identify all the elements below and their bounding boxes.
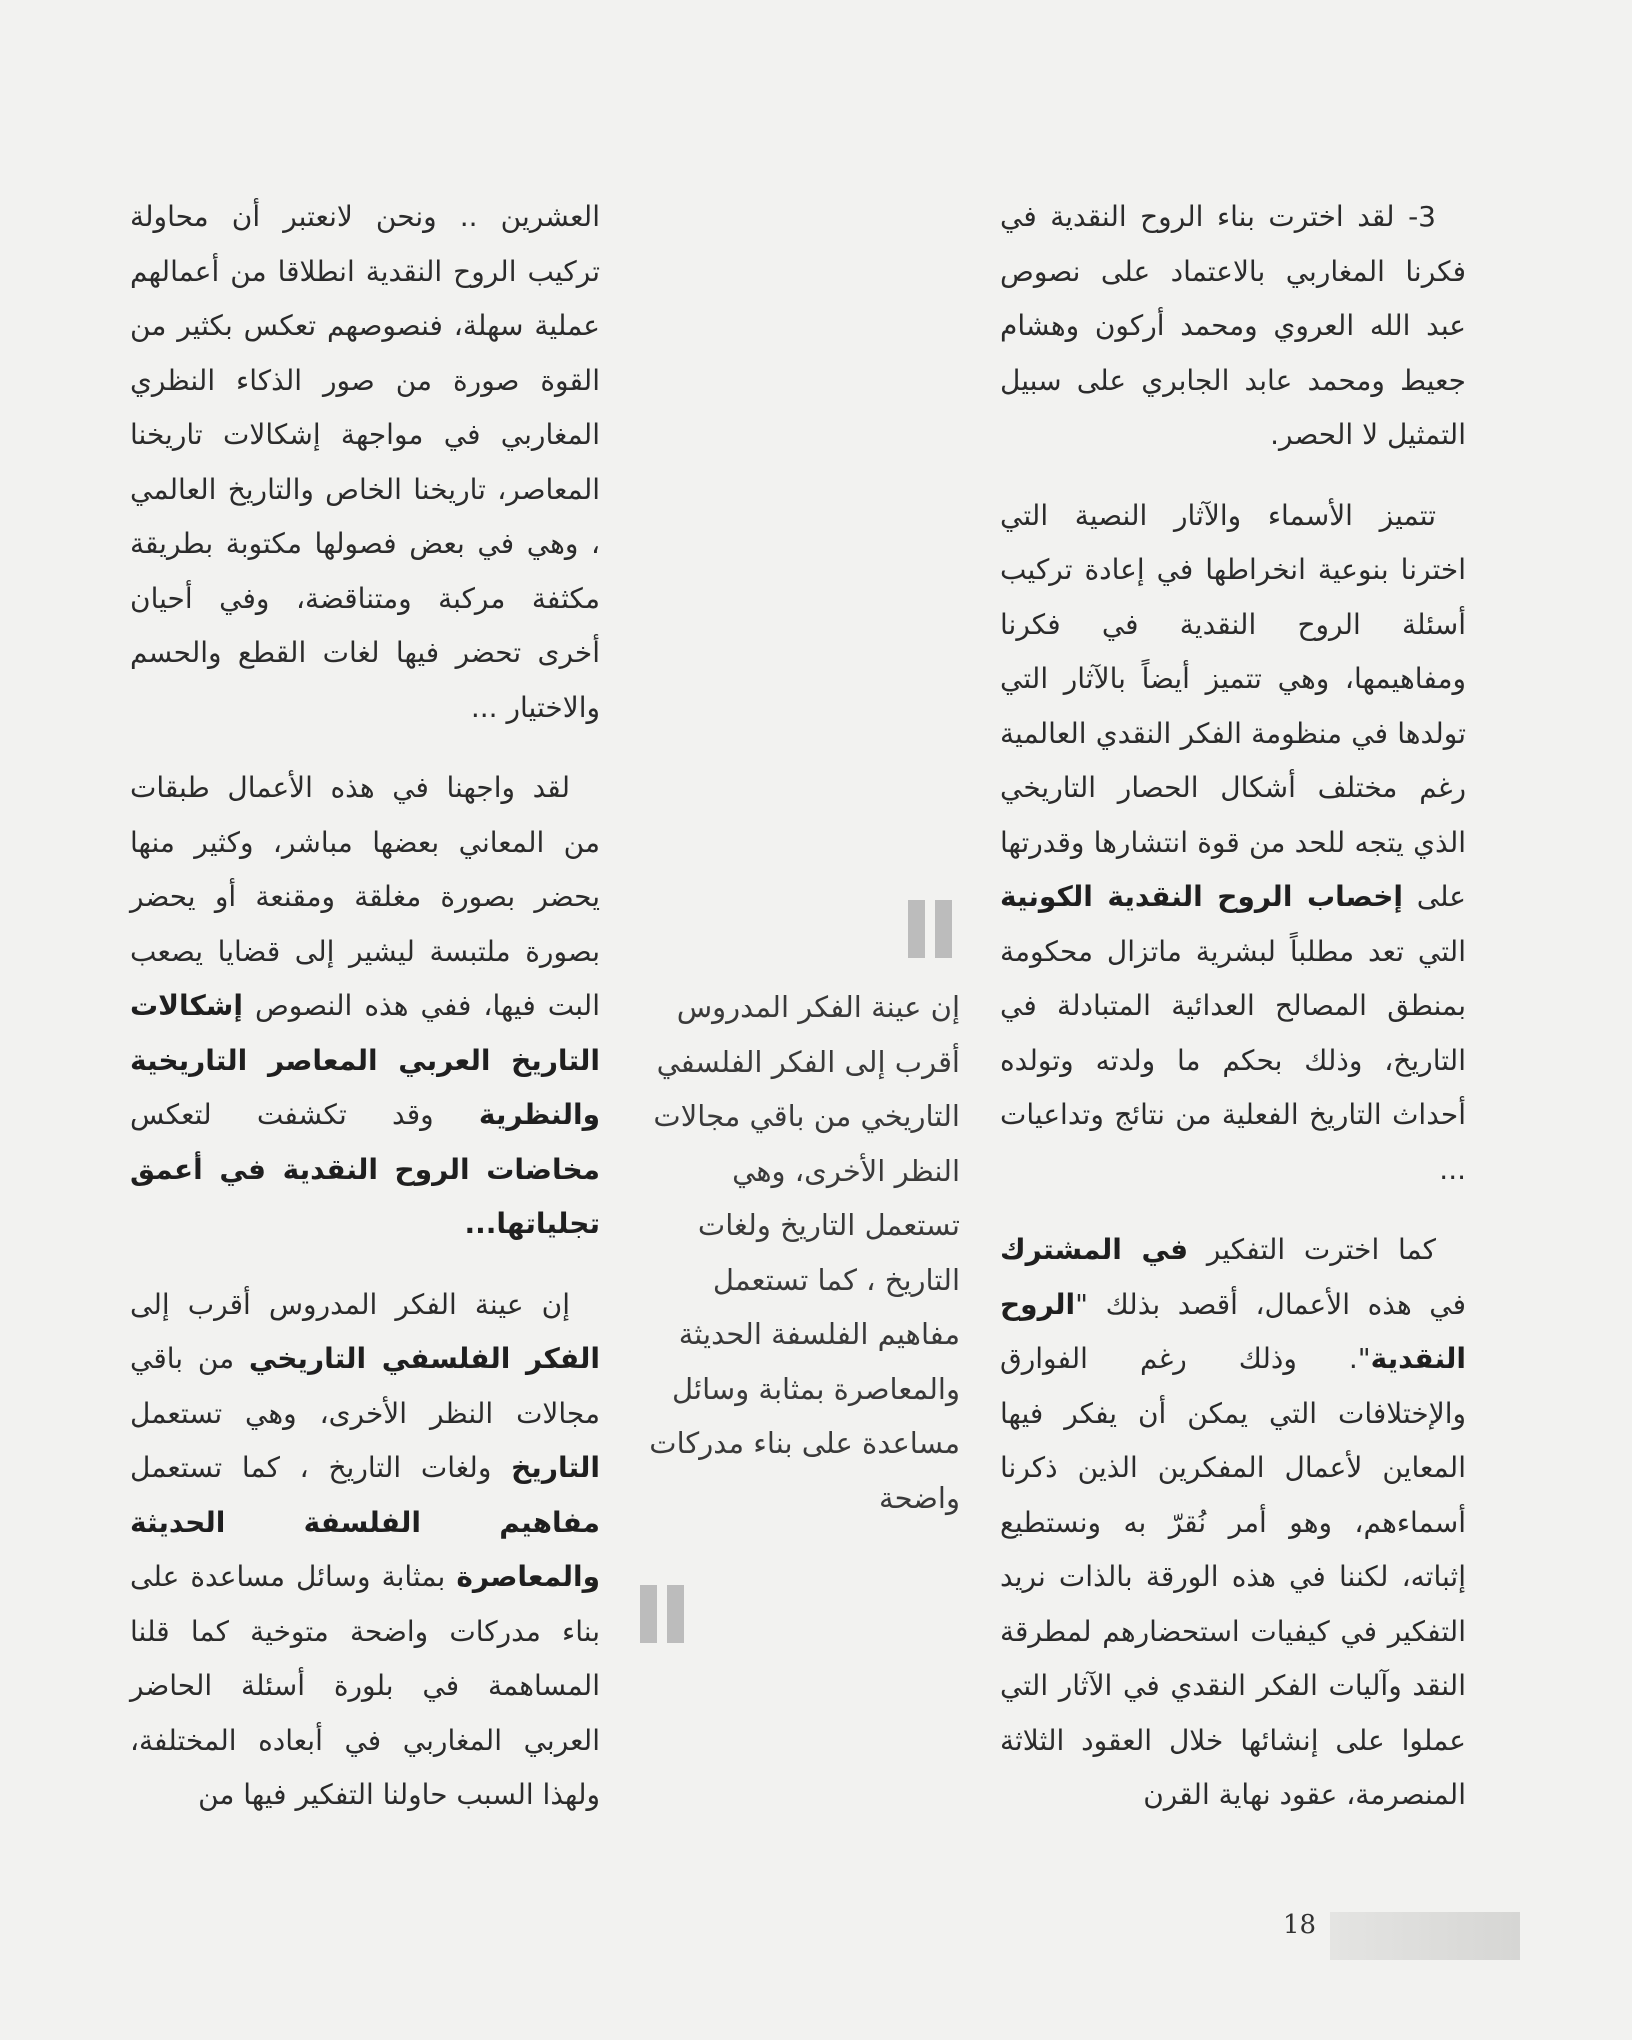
bold-phrase: التاريخ xyxy=(511,1451,600,1484)
paragraph-text: من باقي مجالات النظر الأخرى، وهي تستعمل xyxy=(130,1342,600,1430)
pull-quote: إن عينة الفكر المدروس أقرب إلى الفكر الفلسفي التاريخي من باقي مجالات النظر الأخرى، وهي تستعمل التاريخ ولغات التاريخ ، كما تستعمل مفاهيم الفلسفة الحديثة والمعاصرة بمثابة وسائل مساعدة على بناء مدركات واضحة xyxy=(649,990,960,1515)
paragraph-text: لقد واجهنا في هذه الأعمال طبقات من المعاني بعضها مباشر، وكثير منها يحضر بصورة مغلقة ومقنعة أو يحضر بصورة ملتبسة ليشير إلى قضايا يصعب البت فيها، ففي هذه النصوص xyxy=(130,771,600,1022)
paragraph-text: بمثابة وسائل مساعدة على بناء مدركات واضحة متوخية كما قلنا المساهمة في بلورة أسئلة الحاضر العربي المغاربي في أبعاده المختلفة، ولهذا السبب حاولنا التفكير فيها من xyxy=(130,1560,600,1811)
left-text-column xyxy=(130,190,600,1849)
paragraph-text: إن عينة الفكر المدروس أقرب إلى xyxy=(130,1287,570,1321)
paragraph-text: التي تعد مطلباً لبشرية ماتزال محكومة بمنطق المصالح العدائية المتبادلة في التاريخ، وذلك بحكم ما ولدته وتولده أحداث التاريخ الفعلية من نتائج وتداعيات ... xyxy=(1000,934,1466,1186)
magazine-logo xyxy=(1330,1912,1520,1960)
paragraph xyxy=(130,190,600,735)
paragraph-text: ولغات التاريخ ، كما تستعمل xyxy=(130,1451,492,1484)
paragraph-text: في هذه الأعمال، أقصد بذلك " xyxy=(1075,1287,1466,1321)
paragraph-text: 3- لقد اخترت بناء الروح النقدية في فكرنا المغاربي بالاعتماد على نصوص عبد الله العروي ومحمد أركون وهشام جعيط ومحمد عابد الجابري على سبيل التمثيل لا الحصر. xyxy=(1000,200,1466,451)
paragraph-text: وقد تكشفت لتعكس xyxy=(130,1098,434,1131)
quote-mark-close-icon xyxy=(640,1585,684,1643)
bold-phrase: الروح النقدية xyxy=(1000,1287,1466,1375)
paragraph xyxy=(130,1278,600,1823)
paragraph xyxy=(1000,1223,1466,1823)
paragraph xyxy=(1000,489,1466,1198)
bold-phrase: الفكر الفلسفي التاريخي xyxy=(248,1342,600,1375)
right-text-column xyxy=(1000,190,1466,1849)
paragraph-text: كما اخترت التفكير xyxy=(1206,1233,1436,1266)
quote-mark-open-icon xyxy=(908,900,952,958)
bold-phrase: مفاهيم الفلسفة الحديثة والمعاصرة xyxy=(130,1505,601,1593)
bold-phrase: في المشترك xyxy=(1000,1233,1189,1266)
page-number: 18 xyxy=(1283,1910,1317,1940)
bold-phrase: إشكالات التاريخ العربي المعاصر التاريخية والنظرية xyxy=(130,989,600,1131)
paragraph-text: تتميز الأسماء والآثار النصية التي اخترنا بنوعية انخراطها في إعادة تركيب أسئلة الروح النقدية في فكرنا ومفاهيمها، وهي تتميز أيضاً بالآثار التي تولدها في منظومة الفكر النقدي العالمية رغم مختلف أشكال الحصار التاريخي الذي يتجه للحد من قوة انتشارها وقدرتها على xyxy=(1000,498,1467,913)
bold-phrase: مخاضات الروح النقدية في أعمق تجلياتها... xyxy=(130,1152,600,1240)
paragraph xyxy=(130,761,600,1252)
bold-phrase: إخصاب الروح النقدية الكونية xyxy=(1000,880,1403,913)
paragraph xyxy=(1000,190,1466,463)
paragraph-text: ". وذلك رغم الفوارق والإختلافات التي يمكن أن يفكر فيها المعاين لأعمال المفكرين الذين ذكرنا أسماءهم، وهو أمر نُقرّ به ونستطيع إثباته، لكننا في هذه الورقة بالذات نريد التفكير في كيفيات استحضارهم لمطرقة النقد وآليات الفكر النقدي في الآثار التي عملوا على إنشائها خلال العقود الثلاثة المنصرمة، عقود نهاية القرن xyxy=(1000,1342,1466,1811)
paragraph-text: العشرين .. ونحن لانعتبر أن محاولة تركيب الروح النقدية انطلاقا من أعمالهم عملية سهلة، فنصوصهم تعكس بكثير من القوة صورة من صور الذكاء النظري المغاربي في مواجهة إشكالات تاريخنا المعاصر، تاريخنا الخاص والتاريخ العالمي ، وهي في بعض فصولها مكتوبة بطريقة مكثفة مركبة ومتناقضة، وفي أحيان أخرى تحضر فيها لغات القطع والحسم والاختيار ... xyxy=(130,200,600,724)
